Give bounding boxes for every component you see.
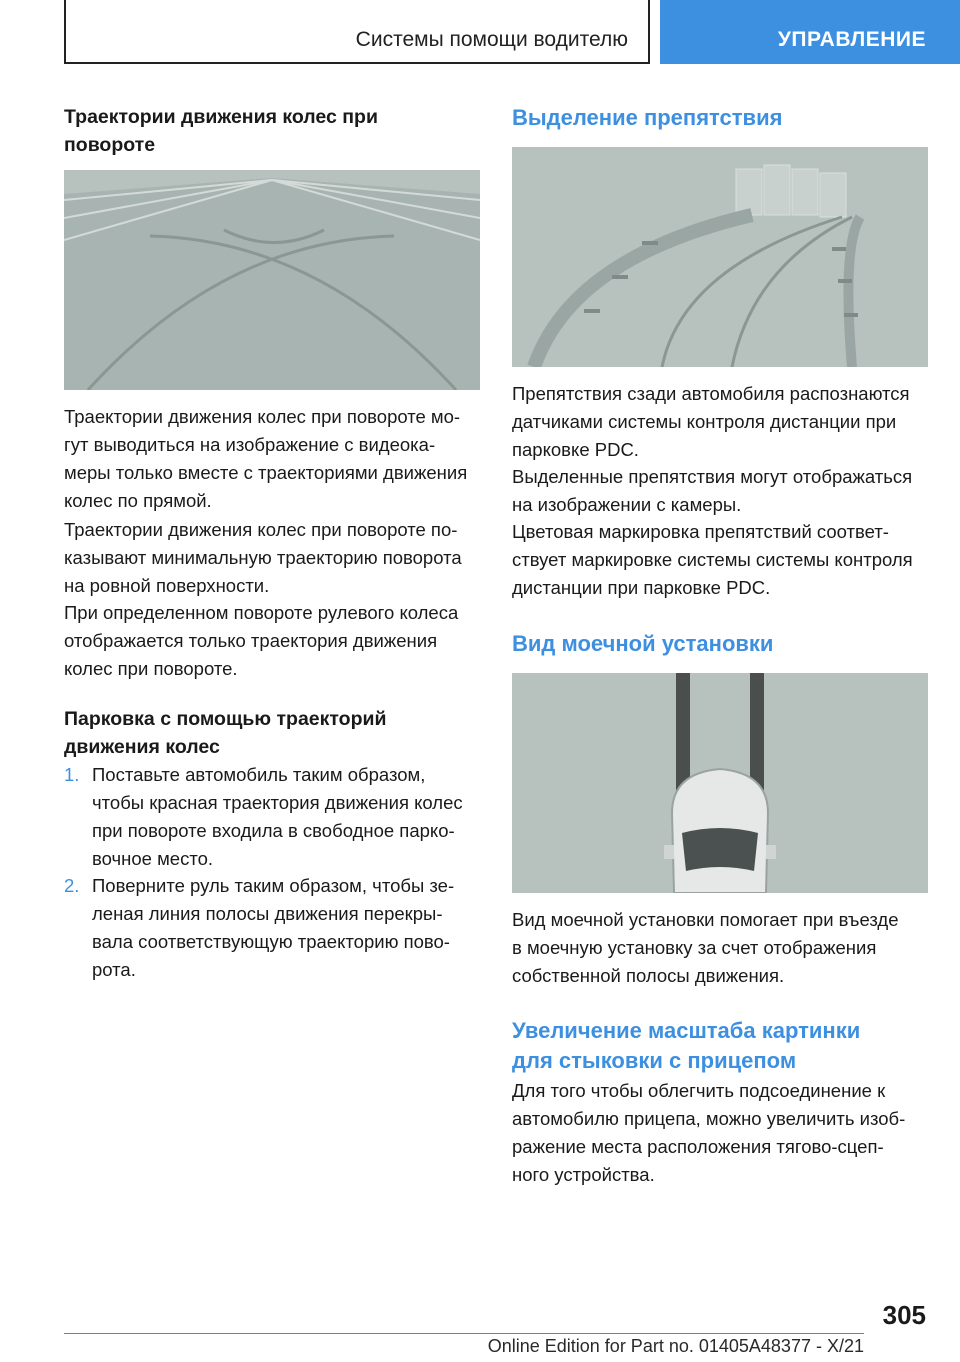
para-carwash: Вид моечной установки помогает при въезде в моечную установку за счет отображения собственной полосы движения. bbox=[512, 909, 899, 986]
footer-edition: Online Edition for Part no. 01405A48377 - X/21 bbox=[487, 1336, 864, 1356]
para-obstacle-3: Цветовая маркировка препятствий соответ‐ ствует маркировке системы системы контроля дистанции при парковке PDC. bbox=[512, 521, 913, 598]
step-2-number: 2. bbox=[64, 875, 80, 896]
heading-carwash-view: Вид моечной установки bbox=[512, 631, 774, 656]
heading-obstacle-marking: Выделение препятствия bbox=[512, 105, 783, 130]
header-chapter-title: УПРАВЛЕНИЕ bbox=[777, 28, 926, 51]
para-turn-trajectories-3: При определенном повороте рулевого колеса отображается только траектория движения колес при повороте. bbox=[64, 602, 459, 679]
para-trailer-zoom: Для того чтобы облегчить подсоединение к автомобилю прицепа, можно увеличить изоб‐ ражение места расположения тягово-сцеп‐ ного устройства. bbox=[512, 1080, 906, 1185]
step-1-number: 1. bbox=[64, 764, 80, 785]
step-2-text: Поверните руль таким образом, чтобы зе‐ леная линия полосы движения перекры‐ вала соответствующую траекторию пово‐ рота. bbox=[92, 875, 455, 980]
figure-turn-trajectories bbox=[64, 170, 480, 390]
figure-carwash-view bbox=[512, 673, 928, 893]
para-obstacle-1: Препятствия сзади автомобиля распознаются датчиками системы контроля дистанции при парковке PDC. bbox=[512, 383, 910, 460]
para-turn-trajectories-2: Траектории движения колес при повороте по‐ казывают минимальную траекторию поворота на ровной поверхности. bbox=[64, 519, 462, 596]
heading-trailer-zoom: Увеличение масштаба картинки для стыковки с прицепом bbox=[512, 1018, 861, 1073]
page-number: 305 bbox=[882, 1300, 926, 1330]
header-section-box bbox=[64, 0, 650, 64]
footer-divider bbox=[64, 1333, 864, 1334]
step-1-text: Поставьте автомобиль таким образом, чтобы красная траектория движения колес при повороте входила в свободное парко‐ вочное место. bbox=[92, 764, 463, 869]
header-chapter-box bbox=[660, 0, 960, 64]
heading-parking-trajectories: Парковка с помощью траекторий движения колес bbox=[64, 708, 387, 758]
para-obstacle-2: Выделенные препятствия могут отображаться на изображении с камеры. bbox=[512, 466, 913, 515]
figure-obstacle-marking bbox=[512, 147, 928, 367]
heading-turn-trajectories: Траектории движения колес при повороте bbox=[64, 106, 378, 156]
header-section-title: Системы помощи водителю bbox=[355, 28, 628, 51]
para-turn-trajectories-1: Траектории движения колес при повороте мо‐ гут выводиться на изображение с видеока‐ меры только вместе с траекториями движения колес по прямой. bbox=[64, 406, 468, 511]
